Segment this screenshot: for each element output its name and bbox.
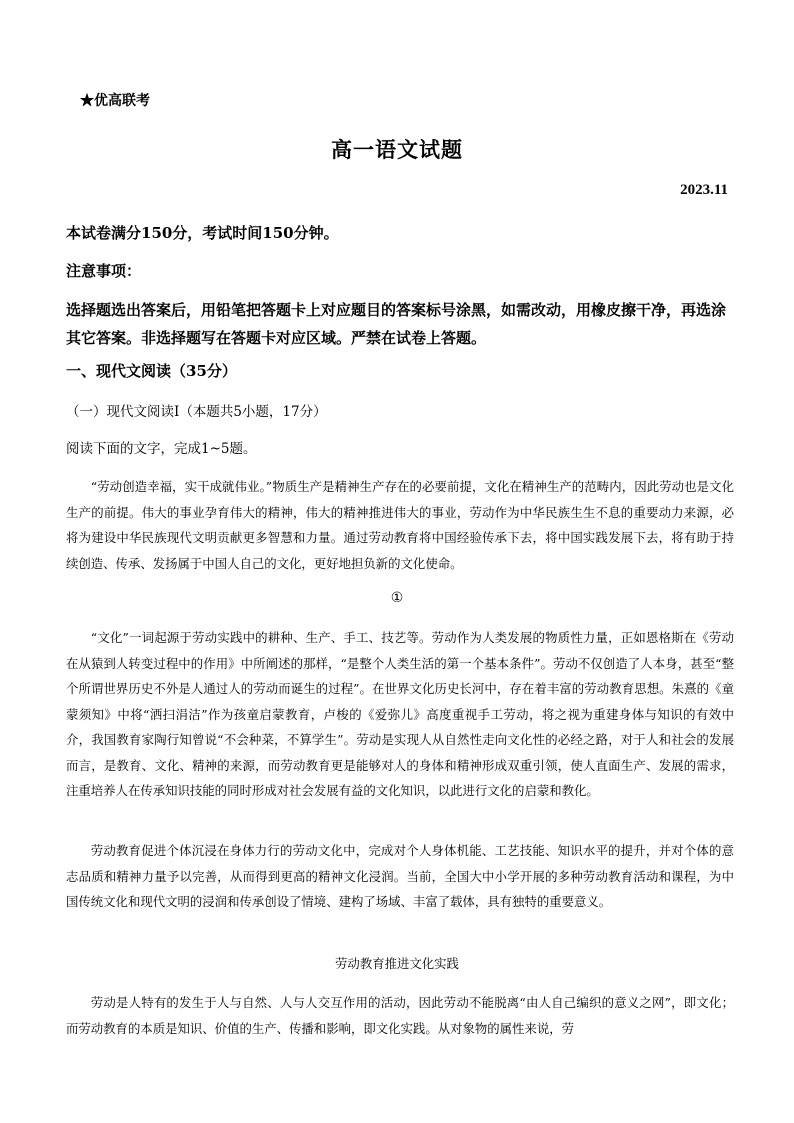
- notice-text: 选择题选出答案后，用铅笔把答题卡上对应题目的答案标号涂黑，如需改动，用橡皮擦干净，再选涂其它答案。非选择题写在答题卡对应区域。严禁在试卷上答题。: [66, 301, 727, 347]
- reading-instruction: 阅读下面的文字，完成1~5题。: [66, 441, 257, 457]
- passage-paragraph-3: 劳动教育促进个体沉浸在身体力行的劳动文化中，完成对个人身体机能、工艺技能、知识水平的提升，并对个体的意志品质和精神力量予以完善，从而得到更高的精神文化浸润。当前，全国大中小学开展的多种劳动教育活动和课程，为中国传统文化和现代文明的浸润和传承创设了情境、建构了场域、丰富了载体，具有独特的重要意义。: [66, 843, 734, 909]
- section-marker: ①: [390, 590, 404, 606]
- exam-date: 2023.11: [680, 182, 728, 198]
- passage-paragraph-4: 劳动是人特有的发生于人与自然、人与人交互作用的活动，因此劳动不能脱离“由人自己编织的意义之网”，即文化；而劳动教育的本质是知识、价值的生产、传播和影响，即文化实践。从对象物的属性来说，劳: [66, 995, 734, 1036]
- passage-paragraph-2: “文化”一词起源于劳动实践中的耕种、生产、手工、技艺等。劳动作为人类发展的物质性力量，正如恩格斯在《劳动在从猿到人转变过程中的作用》中所阐述的那样，“是整个人类生活的第一个基本条件”。劳动不仅创造了人本身，甚至“整个所谓世界历史不外是人通过人的劳动而诞生的过程”。在世界文化历史长河中，存在着丰富的劳动教育思想。朱熹的《童蒙须知》中将“洒扫涓洁”作为孩童启蒙教育，卢梭的《爱弥儿》高度重视手工劳动，将之视为重建身体与知识的有效中介，我国教育家陶行知曾说“不会种菜，不算学生”。劳动是实现人从自然性走向文化性的必经之路，对于人和社会的发展而言，是教育、文化、精神的来源，而劳动教育更是能够对人的身体和精神形成双重引领，使人直面生产、发展的需求，注重培养人在传承知识技能的同时形成对社会发展有益的文化知识，以此进行文化的启蒙和教化。: [66, 630, 734, 798]
- section-subheading: （一）现代文阅读Ⅰ（本题共5小题，17分）: [66, 404, 327, 420]
- organization-label: ★优高联考: [80, 93, 150, 109]
- page-title: 高一语文试题: [331, 137, 463, 162]
- section-heading: 一、现代文阅读（35分）: [66, 362, 237, 380]
- passage-paragraph-1: “劳动创造幸福，实干成就伟业。”物质生产是精神生产存在的必要前提，文化在精神生产的范畴内，因此劳动也是文化生产的前提。伟大的事业孕育伟大的精神，伟大的精神推进伟大的事业，劳动作为中华民族生生不息的重要动力来源，必将为建设中华民族现代文明贡献更多智慧和力量。通过劳动教育将中国经验传承下去，将中国实践发展下去，将有助于持续创造、传承、发扬属于中国人自己的文化，更好地担负新的文化使命。: [66, 479, 734, 571]
- notice-heading: 注意事项：: [66, 262, 142, 280]
- exam-info: 本试卷满分150分，考试时间150分钟。: [66, 224, 339, 242]
- passage-subheading: 劳动教育推进文化实践: [335, 956, 459, 971]
